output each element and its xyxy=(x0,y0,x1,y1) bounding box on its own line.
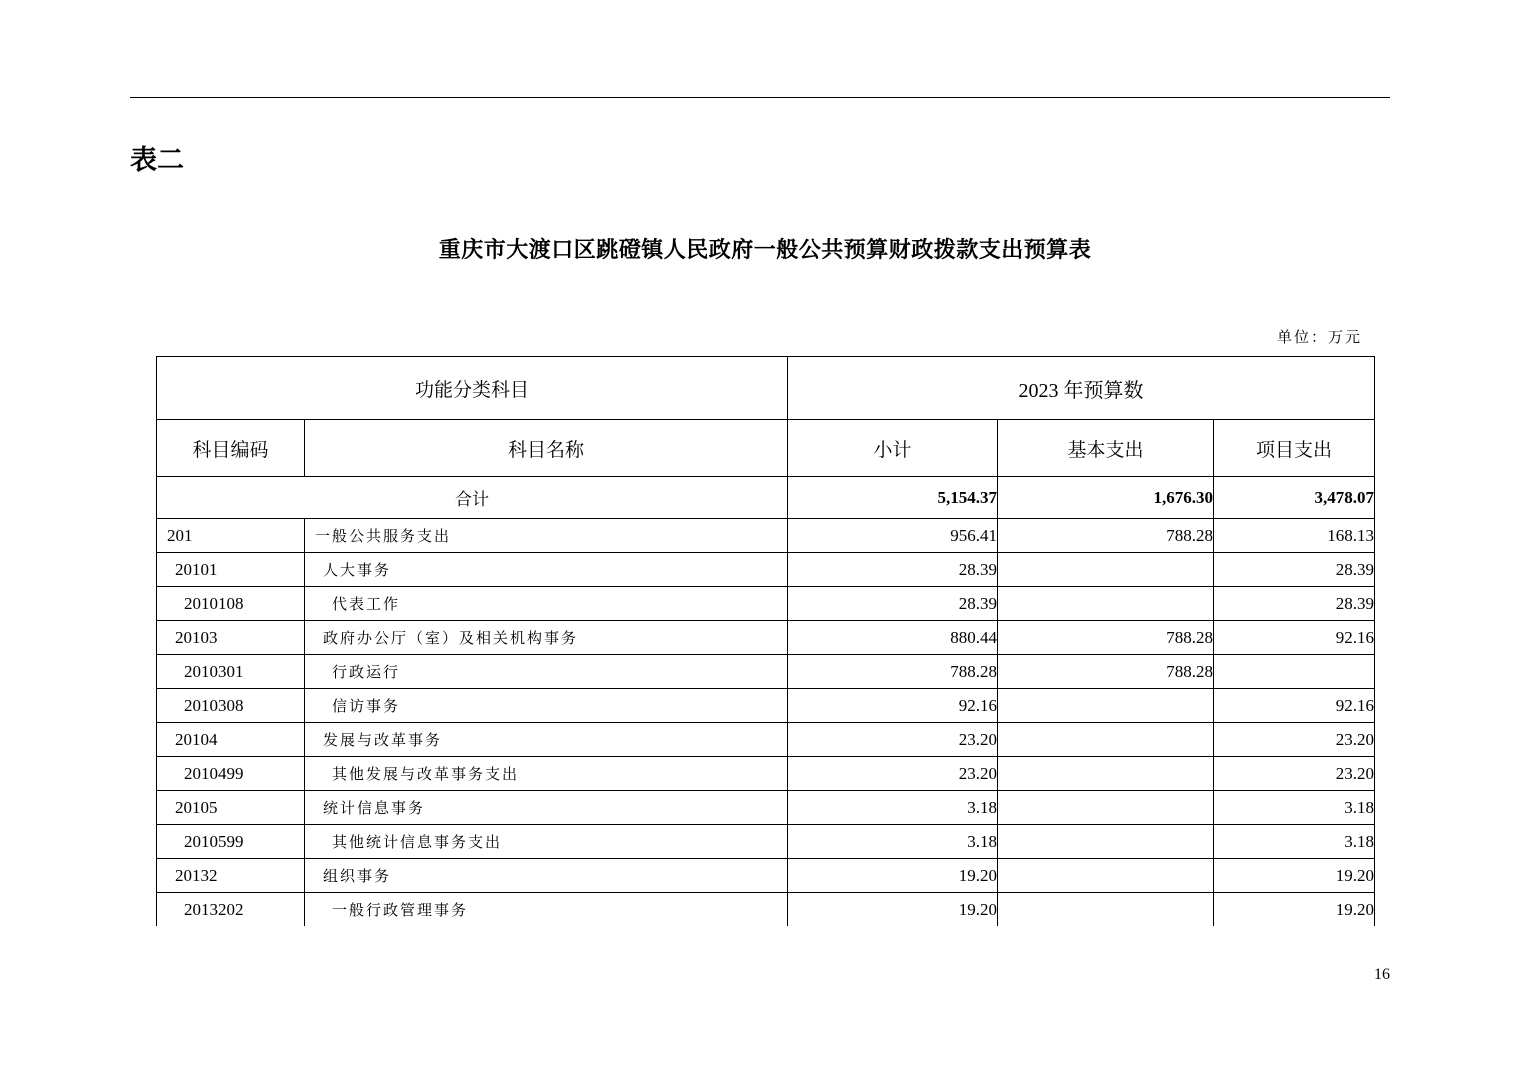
header-budget-year: 2023 年预算数 xyxy=(788,357,1375,420)
row-code: 2010599 xyxy=(157,825,305,859)
header-name: 科目名称 xyxy=(305,420,788,477)
row-project: 23.20 xyxy=(1214,723,1375,757)
row-code: 201 xyxy=(157,519,305,553)
row-project: 28.39 xyxy=(1214,587,1375,621)
row-code: 20132 xyxy=(157,859,305,893)
header-subtotal: 小计 xyxy=(788,420,998,477)
row-subtotal: 19.20 xyxy=(788,859,998,893)
header-rule xyxy=(130,97,1390,98)
total-row xyxy=(157,477,1375,519)
total-label: 合计 xyxy=(157,477,788,519)
row-project: 3.18 xyxy=(1214,825,1375,859)
row-subtotal: 23.20 xyxy=(788,757,998,791)
row-basic: 788.28 xyxy=(998,655,1214,689)
row-name: 信访事务 xyxy=(305,689,788,723)
table-row xyxy=(157,519,1375,553)
row-code: 2013202 xyxy=(157,893,305,927)
row-subtotal: 956.41 xyxy=(788,519,998,553)
header-row-group xyxy=(157,357,1375,420)
table-row xyxy=(157,587,1375,621)
row-subtotal: 788.28 xyxy=(788,655,998,689)
row-project: 92.16 xyxy=(1214,621,1375,655)
row-code: 2010108 xyxy=(157,587,305,621)
row-basic xyxy=(998,757,1214,791)
row-project: 19.20 xyxy=(1214,859,1375,893)
row-name: 一般行政管理事务 xyxy=(305,893,788,927)
row-subtotal: 880.44 xyxy=(788,621,998,655)
row-name: 代表工作 xyxy=(305,587,788,621)
row-name: 统计信息事务 xyxy=(305,791,788,825)
row-name: 组织事务 xyxy=(305,859,788,893)
row-name: 政府办公厅（室）及相关机构事务 xyxy=(305,621,788,655)
row-project: 3.18 xyxy=(1214,791,1375,825)
total-project: 3,478.07 xyxy=(1214,477,1375,519)
row-subtotal: 23.20 xyxy=(788,723,998,757)
row-basic xyxy=(998,587,1214,621)
table-row xyxy=(157,791,1375,825)
row-code: 2010308 xyxy=(157,689,305,723)
row-basic xyxy=(998,893,1214,927)
page-number: 16 xyxy=(1374,966,1390,983)
row-name: 一般公共服务支出 xyxy=(305,519,788,553)
row-basic xyxy=(998,553,1214,587)
total-subtotal: 5,154.37 xyxy=(788,477,998,519)
header-functional-category: 功能分类科目 xyxy=(157,357,788,420)
total-basic: 1,676.30 xyxy=(998,477,1214,519)
row-name: 行政运行 xyxy=(305,655,788,689)
header-row-columns xyxy=(157,420,1375,477)
row-basic xyxy=(998,825,1214,859)
row-project xyxy=(1214,655,1375,689)
row-basic xyxy=(998,791,1214,825)
table-row xyxy=(157,757,1375,791)
table-row xyxy=(157,859,1375,893)
budget-table xyxy=(156,356,1375,926)
row-subtotal: 3.18 xyxy=(788,791,998,825)
row-name: 其他发展与改革事务支出 xyxy=(305,757,788,791)
header-code: 科目编码 xyxy=(157,420,305,477)
row-project: 23.20 xyxy=(1214,757,1375,791)
row-subtotal: 19.20 xyxy=(788,893,998,927)
row-project: 19.20 xyxy=(1214,893,1375,927)
document-title: 重庆市大渡口区跳磴镇人民政府一般公共预算财政拨款支出预算表 xyxy=(438,237,1092,263)
header-project-expenditure: 项目支出 xyxy=(1214,420,1375,477)
row-basic xyxy=(998,689,1214,723)
row-code: 20105 xyxy=(157,791,305,825)
unit-label: 单位：万元 xyxy=(1276,328,1362,346)
table-row xyxy=(157,655,1375,689)
row-basic xyxy=(998,723,1214,757)
row-subtotal: 3.18 xyxy=(788,825,998,859)
row-subtotal: 92.16 xyxy=(788,689,998,723)
table-row xyxy=(157,723,1375,757)
table-row xyxy=(157,553,1375,587)
table-row xyxy=(157,689,1375,723)
table-body xyxy=(157,477,1375,927)
row-code: 20101 xyxy=(157,553,305,587)
row-basic xyxy=(998,859,1214,893)
row-code: 2010499 xyxy=(157,757,305,791)
row-project: 92.16 xyxy=(1214,689,1375,723)
header-basic-expenditure: 基本支出 xyxy=(998,420,1214,477)
row-name: 发展与改革事务 xyxy=(305,723,788,757)
table-row xyxy=(157,893,1375,927)
table-label: 表二 xyxy=(130,145,184,176)
row-name: 人大事务 xyxy=(305,553,788,587)
row-project: 28.39 xyxy=(1214,553,1375,587)
row-subtotal: 28.39 xyxy=(788,553,998,587)
table-row xyxy=(157,825,1375,859)
row-code: 2010301 xyxy=(157,655,305,689)
row-project: 168.13 xyxy=(1214,519,1375,553)
row-name: 其他统计信息事务支出 xyxy=(305,825,788,859)
table-row xyxy=(157,621,1375,655)
row-basic: 788.28 xyxy=(998,519,1214,553)
row-code: 20103 xyxy=(157,621,305,655)
row-basic: 788.28 xyxy=(998,621,1214,655)
row-subtotal: 28.39 xyxy=(788,587,998,621)
row-code: 20104 xyxy=(157,723,305,757)
